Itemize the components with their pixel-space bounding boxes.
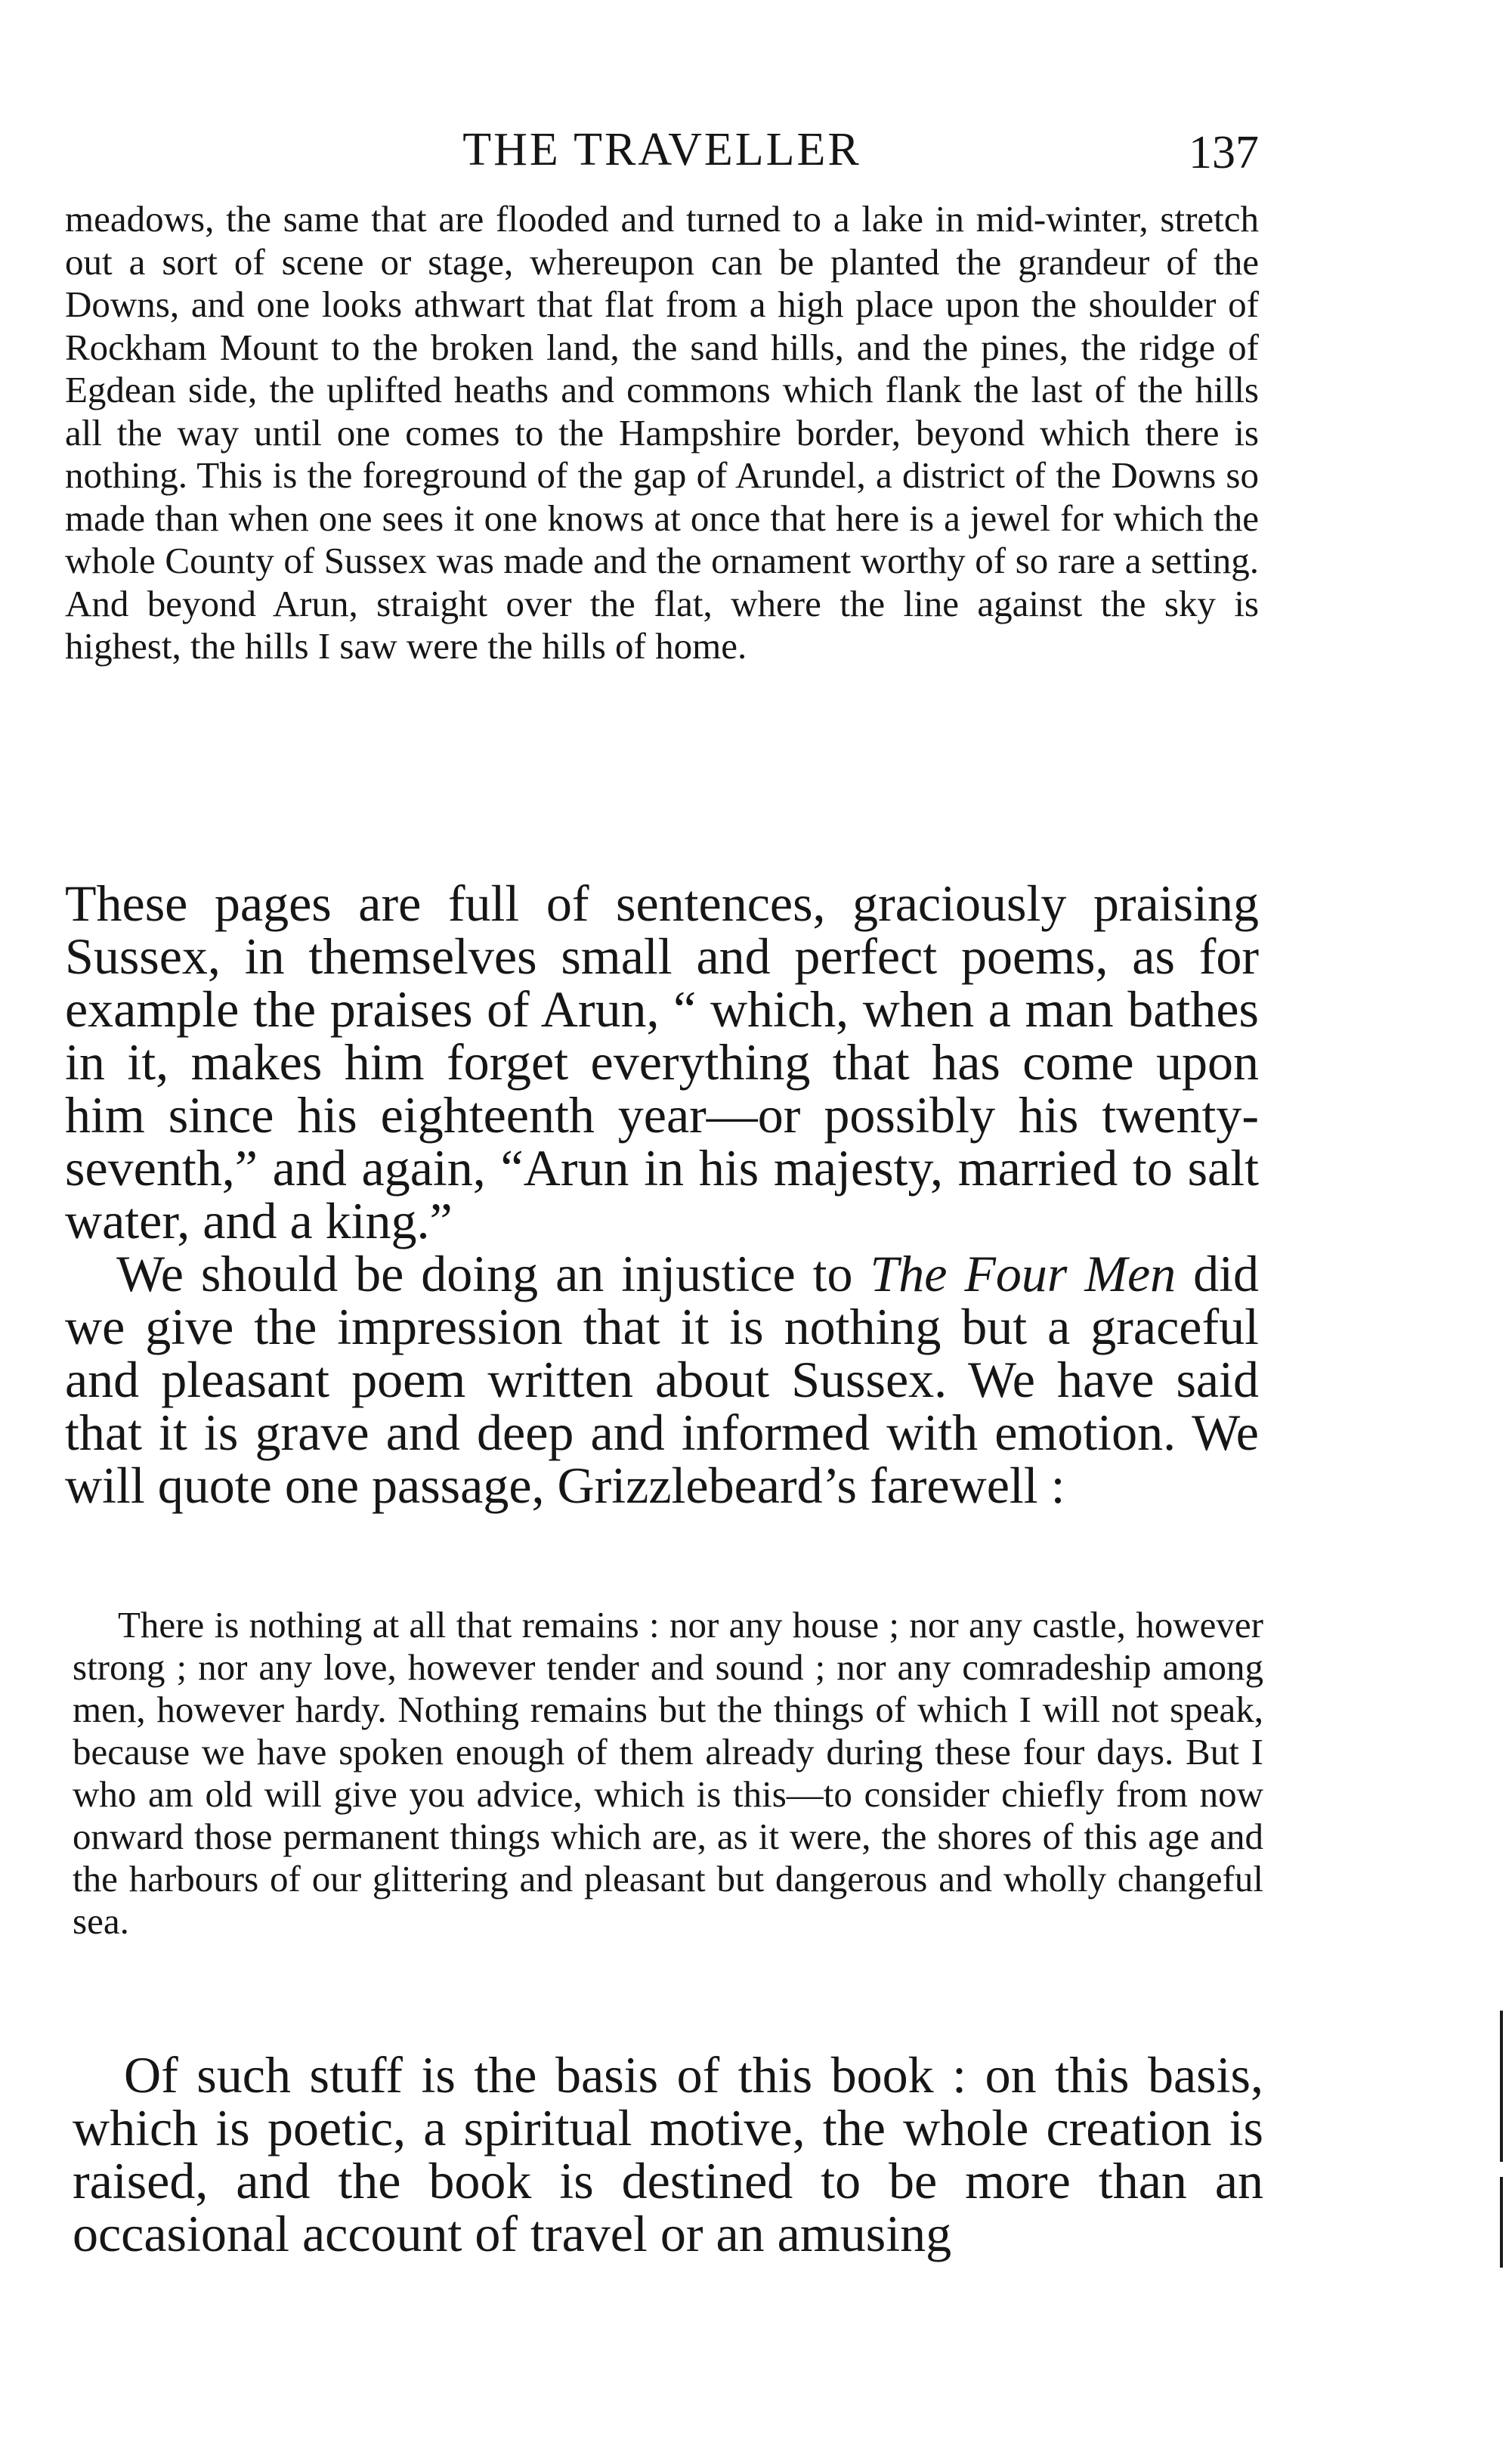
paragraph-injustice-rest: did we give the impression that it is nothing but a graceful and pleasant poem written about Sussex. We have said that it is grave and deep and informed with emotion. We will quote one passage, Grizzlebeard’s farewell : bbox=[65, 1245, 1259, 1514]
book-title: The Four Men bbox=[870, 1245, 1177, 1302]
farewell-quote-text: There is nothing at all that remains : nor any house ; nor any castle, however strong ; nor any love, however tender and sound ; nor any comradeship among men, however hardy. Nothing remains but the things of which I will not speak, because we have spoken enough of them already during these four days. But I who am old will give you advice, which is this—to consider chiefly from now onward those permanent things which are, as it were, the shores of this age and the harbours of our glittering and pleasant but dangerous and wholly changeful sea. bbox=[73, 1604, 1263, 1942]
paragraph-injustice-lead: We should be doing an injustice to bbox=[116, 1245, 870, 1302]
paragraph-praise: These pages are full of sentences, graciously praising Sussex, in themselves small and perfect poems, as for example the praises of Arun, “ which, when a man bathes in it, makes him forget everything that has come upon him since his eighteenth year—or possibly his twenty-seventh,” and again, “Arun in his majesty, married to salt water, and a king.” bbox=[65, 875, 1259, 1249]
margin-mark bbox=[1500, 2177, 1503, 2268]
body-text-lower bbox=[73, 2048, 1263, 2260]
quoted-passage-arundel bbox=[65, 198, 1259, 668]
paragraph-injustice bbox=[65, 1247, 1259, 1512]
paragraph-basis: Of such stuff is the basis of this book : on this basis, which is poetic, a spiritual motive, the whole creation is raised, and the book is destined to be more than an occasional account of travel or an amusing bbox=[73, 2046, 1263, 2262]
body-text-upper bbox=[65, 877, 1259, 1512]
running-head bbox=[65, 119, 1259, 180]
quoted-passage-text: meadows, the same that are flooded and turned to a lake in mid-winter, stretch out a sort of scene or stage, whereupon can be planted the grandeur of the Downs, and one looks athwart that flat from a high place upon the shoulder of Rockham Mount to the broken land, the sand hills, and the pines, the ridge of Egdean side, the uplifted heaths and commons which flank the last of the hills all the way until one comes to the Hampshire border, beyond which there is nothing. This is the foreground of the gap of Arundel, a district of the Downs so made than when one sees it one knows at once that here is a jewel for which the whole County of Sussex was made and the ornament worthy of so rare a setting. And beyond Arun, straight over the flat, where the line against the sky is highest, the hills I saw were the hills of home. bbox=[65, 198, 1259, 667]
running-title: THE TRAVELLER bbox=[462, 124, 861, 175]
page-number: 137 bbox=[1189, 127, 1259, 178]
margin-mark bbox=[1500, 2011, 1503, 2162]
quoted-passage-farewell bbox=[73, 1604, 1263, 1943]
